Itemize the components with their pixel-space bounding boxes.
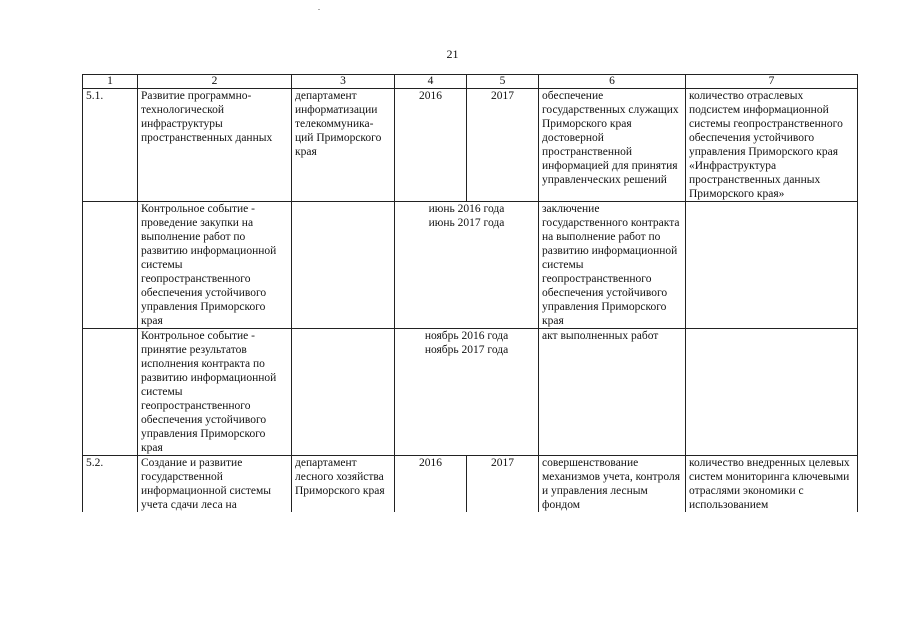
- column-number: 6: [539, 75, 686, 89]
- target-indicator: [686, 329, 858, 456]
- table-row: [83, 456, 858, 513]
- expected-result: акт выполненных работ: [539, 329, 686, 456]
- column-number: 4: [395, 75, 467, 89]
- table-row: [83, 202, 858, 329]
- end-year: 2017: [467, 456, 539, 513]
- control-date: июнь 2016 года: [428, 203, 505, 215]
- control-event-dates: [395, 202, 539, 329]
- activity-name: Развитие программно-технологической инфраструктуры пространственных данных: [138, 89, 292, 202]
- target-indicator: [686, 202, 858, 329]
- start-year: 2016: [395, 89, 467, 202]
- column-number: 2: [138, 75, 292, 89]
- responsible-executor: [292, 202, 395, 329]
- scan-speck: [318, 9, 320, 10]
- column-number: 1: [83, 75, 138, 89]
- column-number-header-row: [83, 75, 858, 89]
- end-year: 2017: [467, 89, 539, 202]
- activity-name: Контрольное событие - проведение закупки на выполнение работ по развитию информационной системы геопространственного обеспечения устойчивого управления Приморского края: [138, 202, 292, 329]
- control-event-dates: [395, 329, 539, 456]
- responsible-executor: департамент информатизации телекоммуника-ций Приморского края: [292, 89, 395, 202]
- activity-table: [82, 74, 858, 512]
- activity-name: Создание и развитие государственной информационной системы учета сдачи леса на: [138, 456, 292, 513]
- column-number: 7: [686, 75, 858, 89]
- page-number: 21: [446, 47, 459, 61]
- row-number: [83, 329, 138, 456]
- expected-result: совершенствование механизмов учета, контроля и управления лесным фондом: [539, 456, 686, 513]
- table-row: [83, 89, 858, 202]
- row-number: [83, 202, 138, 329]
- target-indicator: количество отраслевых подсистем информационной системы геопространственного обеспечения устойчивого управления Приморского края «Инфраструктура пространственных данных Приморского края»: [686, 89, 858, 202]
- control-date: июнь 2017 года: [428, 217, 505, 229]
- expected-result: заключение государственного контракта на выполнение работ по развитию информационной системы геопространственного обеспечения устойчивого управления Приморского края: [539, 202, 686, 329]
- responsible-executor: [292, 329, 395, 456]
- activity-name: Контрольное событие - принятие результатов исполнения контракта по развитию информационной системы геопространственного обеспечения устойчивого управления Приморского края: [138, 329, 292, 456]
- control-date: ноябрь 2017 года: [424, 344, 509, 356]
- column-number: 5: [467, 75, 539, 89]
- target-indicator: количество внедренных целевых систем мониторинга ключевыми отраслями экономики с использованием: [686, 456, 858, 513]
- column-number: 3: [292, 75, 395, 89]
- table-row: [83, 329, 858, 456]
- start-year: 2016: [395, 456, 467, 513]
- responsible-executor: департамент лесного хозяйства Приморского края: [292, 456, 395, 513]
- control-date: ноябрь 2016 года: [424, 330, 509, 342]
- row-number: 5.2.: [83, 456, 138, 513]
- row-number: 5.1.: [83, 89, 138, 202]
- expected-result: обеспечение государственных служащих Приморского края достоверной пространственной информацией для принятия управленческих решений: [539, 89, 686, 202]
